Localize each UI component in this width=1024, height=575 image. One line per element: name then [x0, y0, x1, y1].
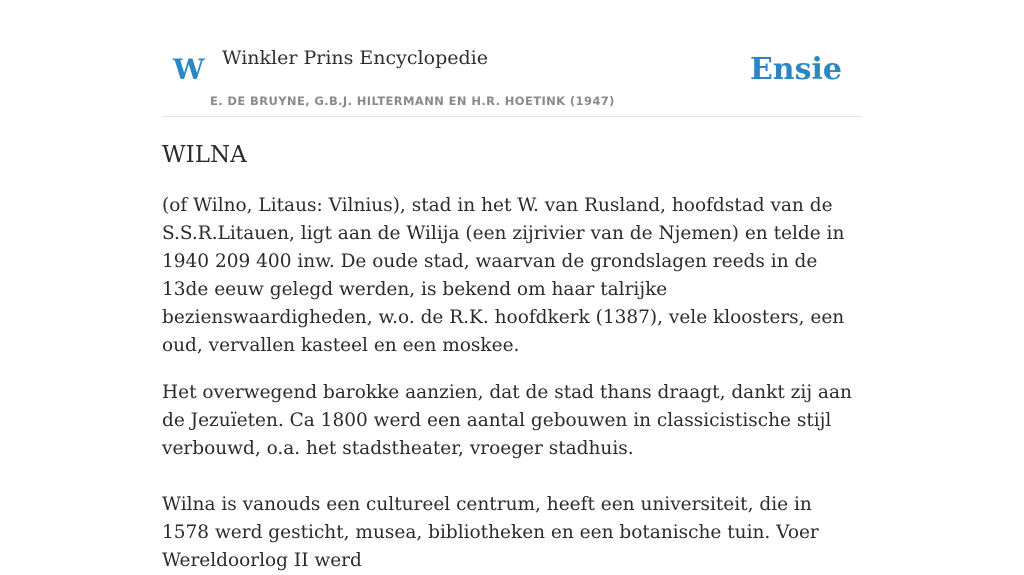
article-paragraph: Wilna is vanouds een cultureel centrum, heeft een universiteit, die in 1578 werd gesticht, musea, bibliotheken en een botanische tuin. Voer Wereldoorlog II werd [162, 494, 819, 571]
brand-logo[interactable]: Ensie [749, 52, 842, 87]
article-body [162, 192, 862, 575]
article-paragraph: Het overwegend barokke aanzien, dat de stad thans draagt, dankt zij aan de Jezuïeten. Ca 1800 werd een aantal gebouwen in classicistische stijl verbouwd, o.a. het stadstheater, vroeger stadhuis. [162, 382, 852, 459]
publication-title[interactable]: Winkler Prins Encyclopedie [222, 47, 488, 69]
page [162, 0, 862, 571]
publication-logo[interactable]: W [173, 53, 205, 86]
header [162, 0, 862, 117]
article-paragraph: (of Wilno, Litaus: Vilnius), stad in het W. van Rusland, hoofdstad van de S.S.R.Litauen, ligt aan de Wilija (een zijrivier van de Njemen) en telde in 1940 209 400 inw. De oude stad, waarvan de grondslagen reeds in de 13de eeuw gelegd werden, is bekend om haar talrijke bezienswaardigheden, w.o. de R.K. hoofdkerk (1387), vele kloosters, een oud, vervallen kasteel en een moskee. [162, 195, 845, 356]
article-title: WILNA [162, 142, 247, 168]
publication-authors: E. DE BRUYNE, G.B.J. HILTERMANN EN H.R. HOETINK (1947) [210, 94, 615, 108]
